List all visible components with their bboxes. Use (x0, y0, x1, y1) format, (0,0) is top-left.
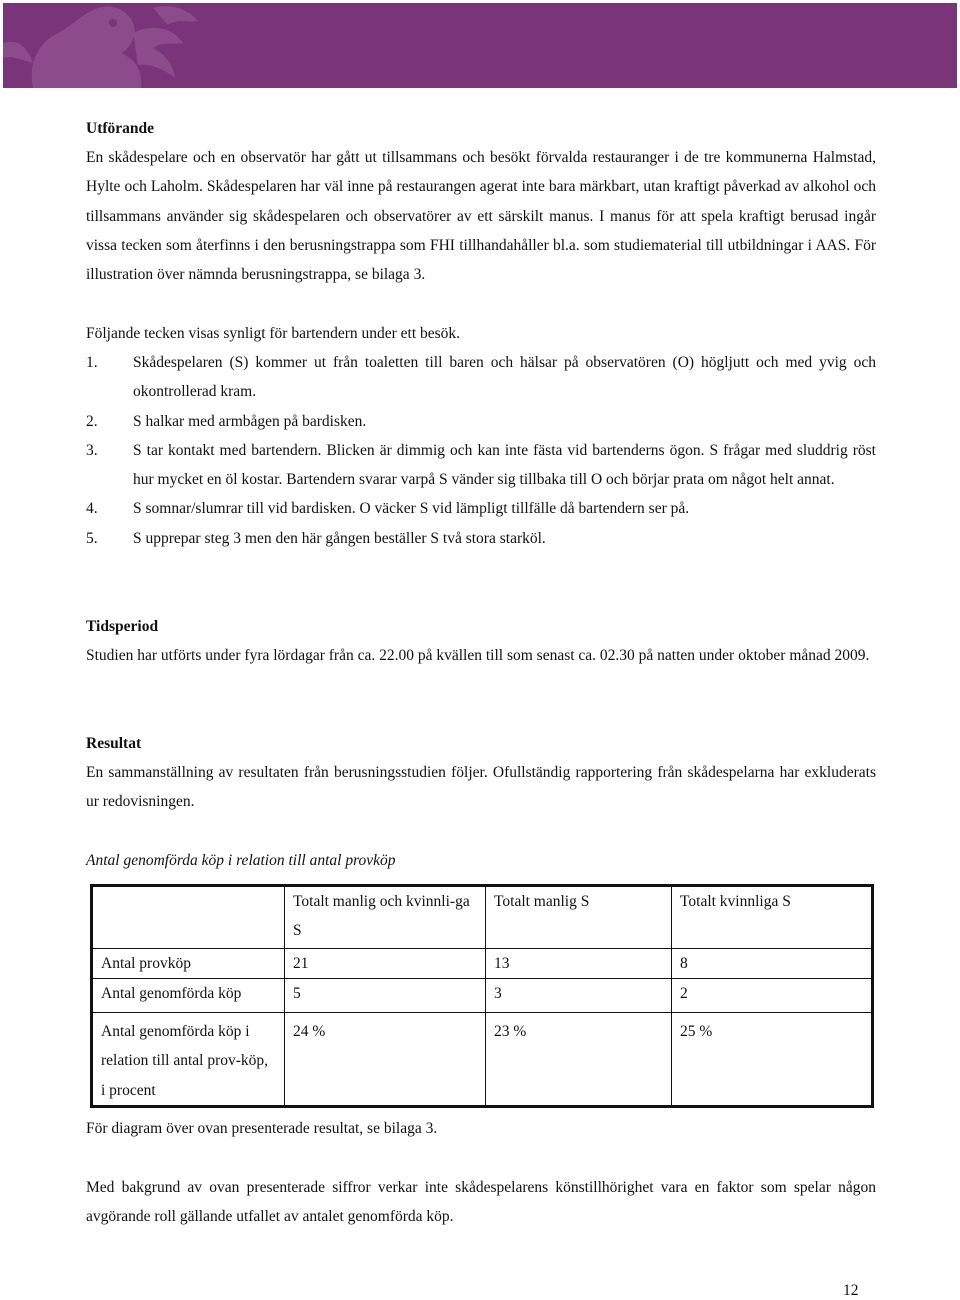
header-band (3, 3, 957, 88)
resultat-paragraph: En sammanställning av resultaten från berusningsstudien följer. Ofullständig rapportering från skådespelarna har exkluderats ur redovisningen. (86, 764, 876, 811)
list-intro: Följande tecken visas synligt för bartendern under ett besök. (86, 325, 461, 342)
conclusion-paragraph: Med bakgrund av ovan presenterade siffror verkar inte skådespelarens könstillhörighet vara en faktor som spelar någon avgörande roll gällande utfallet av antalet genomförda köp. (86, 1179, 876, 1226)
table-header-cell: Totalt manlig S (486, 886, 672, 949)
heraldic-lion-icon (3, 3, 233, 88)
page-number: 12 (843, 1282, 859, 1299)
table-cell: 25 % (672, 1013, 873, 1107)
table-cell: 2 (672, 978, 873, 1012)
after-table-note: För diagram över ovan presenterade resultat, se bilaga 3. (86, 1120, 438, 1137)
utforande-paragraph: En skådespelare och en observatör har gått ut tillsammans och besökt förvalda restauranger i de tre kommunerna Halmstad, Hylte och Laholm. Skådespelaren har väl inne på restaurangen agerat inte bara märkbart, utan kraftigt påverkad av alkohol och tillsammans använder sig skådespelaren och observatörer av ett särskilt manus. I manus för att spela kraftigt berusad ingår vissa tecken som återfinns i den berusningstrappa som FHI tillhandahåller bl.a. som studiematerial till utbildningar i AAS. För illustration över nämnda berusningstrappa, se bilaga 3. (86, 149, 876, 284)
table-cell: 5 (285, 978, 486, 1012)
step-list (86, 348, 876, 553)
section-heading-tidsperiod: Tidsperiod (86, 618, 159, 635)
table-row-label: Antal provköp (92, 948, 285, 978)
table-cell: 23 % (486, 1013, 672, 1107)
table-header-cell: Totalt kvinnliga S (672, 886, 873, 949)
list-item: 5. S upprepar steg 3 men den här gången beställer S två stora starköl. (86, 529, 546, 547)
section-heading-utforande: Utförande (86, 120, 155, 137)
section-heading-resultat: Resultat (86, 735, 142, 752)
list-item: 2. S halkar med armbågen på bardisken. (86, 412, 367, 430)
list-item: 3. S tar kontakt med bartendern. Blicken är dimmig och kan inte fästa vid bartenderns ögon. S frågar med sluddrig röst hur mycket en öl kostar. Bartendern svarar varpå S vänder sig tillbaka till O och börjar prata om något helt annat. (86, 441, 876, 489)
table-row-label: Antal genomförda köp (92, 978, 285, 1012)
table-cell: 24 % (285, 1013, 486, 1107)
list-item: 1. Skådespelaren (S) kommer ut från toaletten till baren och hälsar på observatören (O) högljutt och med yvig och okontrollerad kram. (86, 354, 876, 401)
table-cell: 13 (486, 948, 672, 978)
table-row (92, 978, 873, 1012)
table-cell: 8 (672, 948, 873, 978)
table-cell: 21 (285, 948, 486, 978)
table-cell: 3 (486, 978, 672, 1012)
table-row (92, 1013, 873, 1107)
tidsperiod-paragraph: Studien har utförts under fyra lördagar från ca. 22.00 på kvällen till som senast ca. 02.30 på natten under oktober månad 2009. (86, 647, 870, 664)
table-header-row (92, 886, 873, 949)
results-table (90, 884, 874, 1108)
list-item: 4. S somnar/slumrar till vid bardisken. O väcker S vid lämpligt tillfälle då bartendern ser på. (86, 500, 690, 518)
table-corner-cell (92, 886, 285, 949)
table-row-label: Antal genomförda köp i relation till antal prov-köp, i procent (92, 1013, 285, 1107)
table-caption: Antal genomförda köp i relation till antal provköp (86, 852, 396, 869)
table-row (92, 948, 873, 978)
table-header-cell: Totalt manlig och kvinnli-ga S (285, 886, 486, 949)
